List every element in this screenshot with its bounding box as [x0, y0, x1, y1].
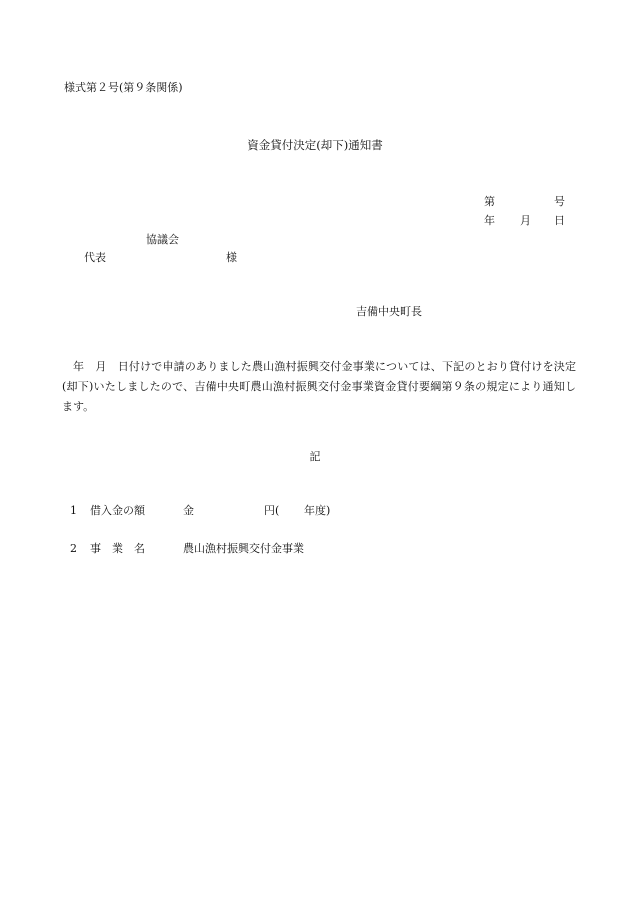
item-yen: 円( [264, 504, 280, 517]
issuer-name: 吉備中央町長 [356, 305, 422, 318]
item-value: 農山漁村振興交付金事業 [183, 542, 304, 555]
date-day: 日 [554, 214, 565, 227]
date-month: 月 [520, 214, 531, 227]
item-kin: 金 [183, 504, 194, 517]
ki-heading: 記 [309, 450, 321, 463]
item-number: 1 [70, 504, 77, 517]
body-paragraph: 年 月 日付けで申請のありました農山漁村振興交付金事業については、下記のとおり貸付けを決定(却下)いたしましたので、吉備中央町農山漁村振興交付金事業資金貸付要綱第９条の規定により通知します。 [62, 360, 576, 413]
form-number: 様式第２号(第９条関係) [64, 81, 183, 94]
date-year: 年 [484, 214, 495, 227]
document-number-prefix: 第 [484, 195, 495, 208]
addressee-association: 協議会 [146, 233, 179, 246]
item-nendo: 年度) [304, 504, 331, 517]
document-number-suffix: 号 [554, 195, 565, 208]
addressee-representative: 代表 [84, 251, 106, 264]
addressee-honorific: 様 [226, 251, 237, 264]
document-title: 資金貸付決定(却下)通知書 [247, 138, 383, 152]
item-label: 借入金の額 [90, 504, 145, 517]
item-label: 事 業 名 [90, 542, 145, 555]
item-number: 2 [70, 542, 77, 555]
